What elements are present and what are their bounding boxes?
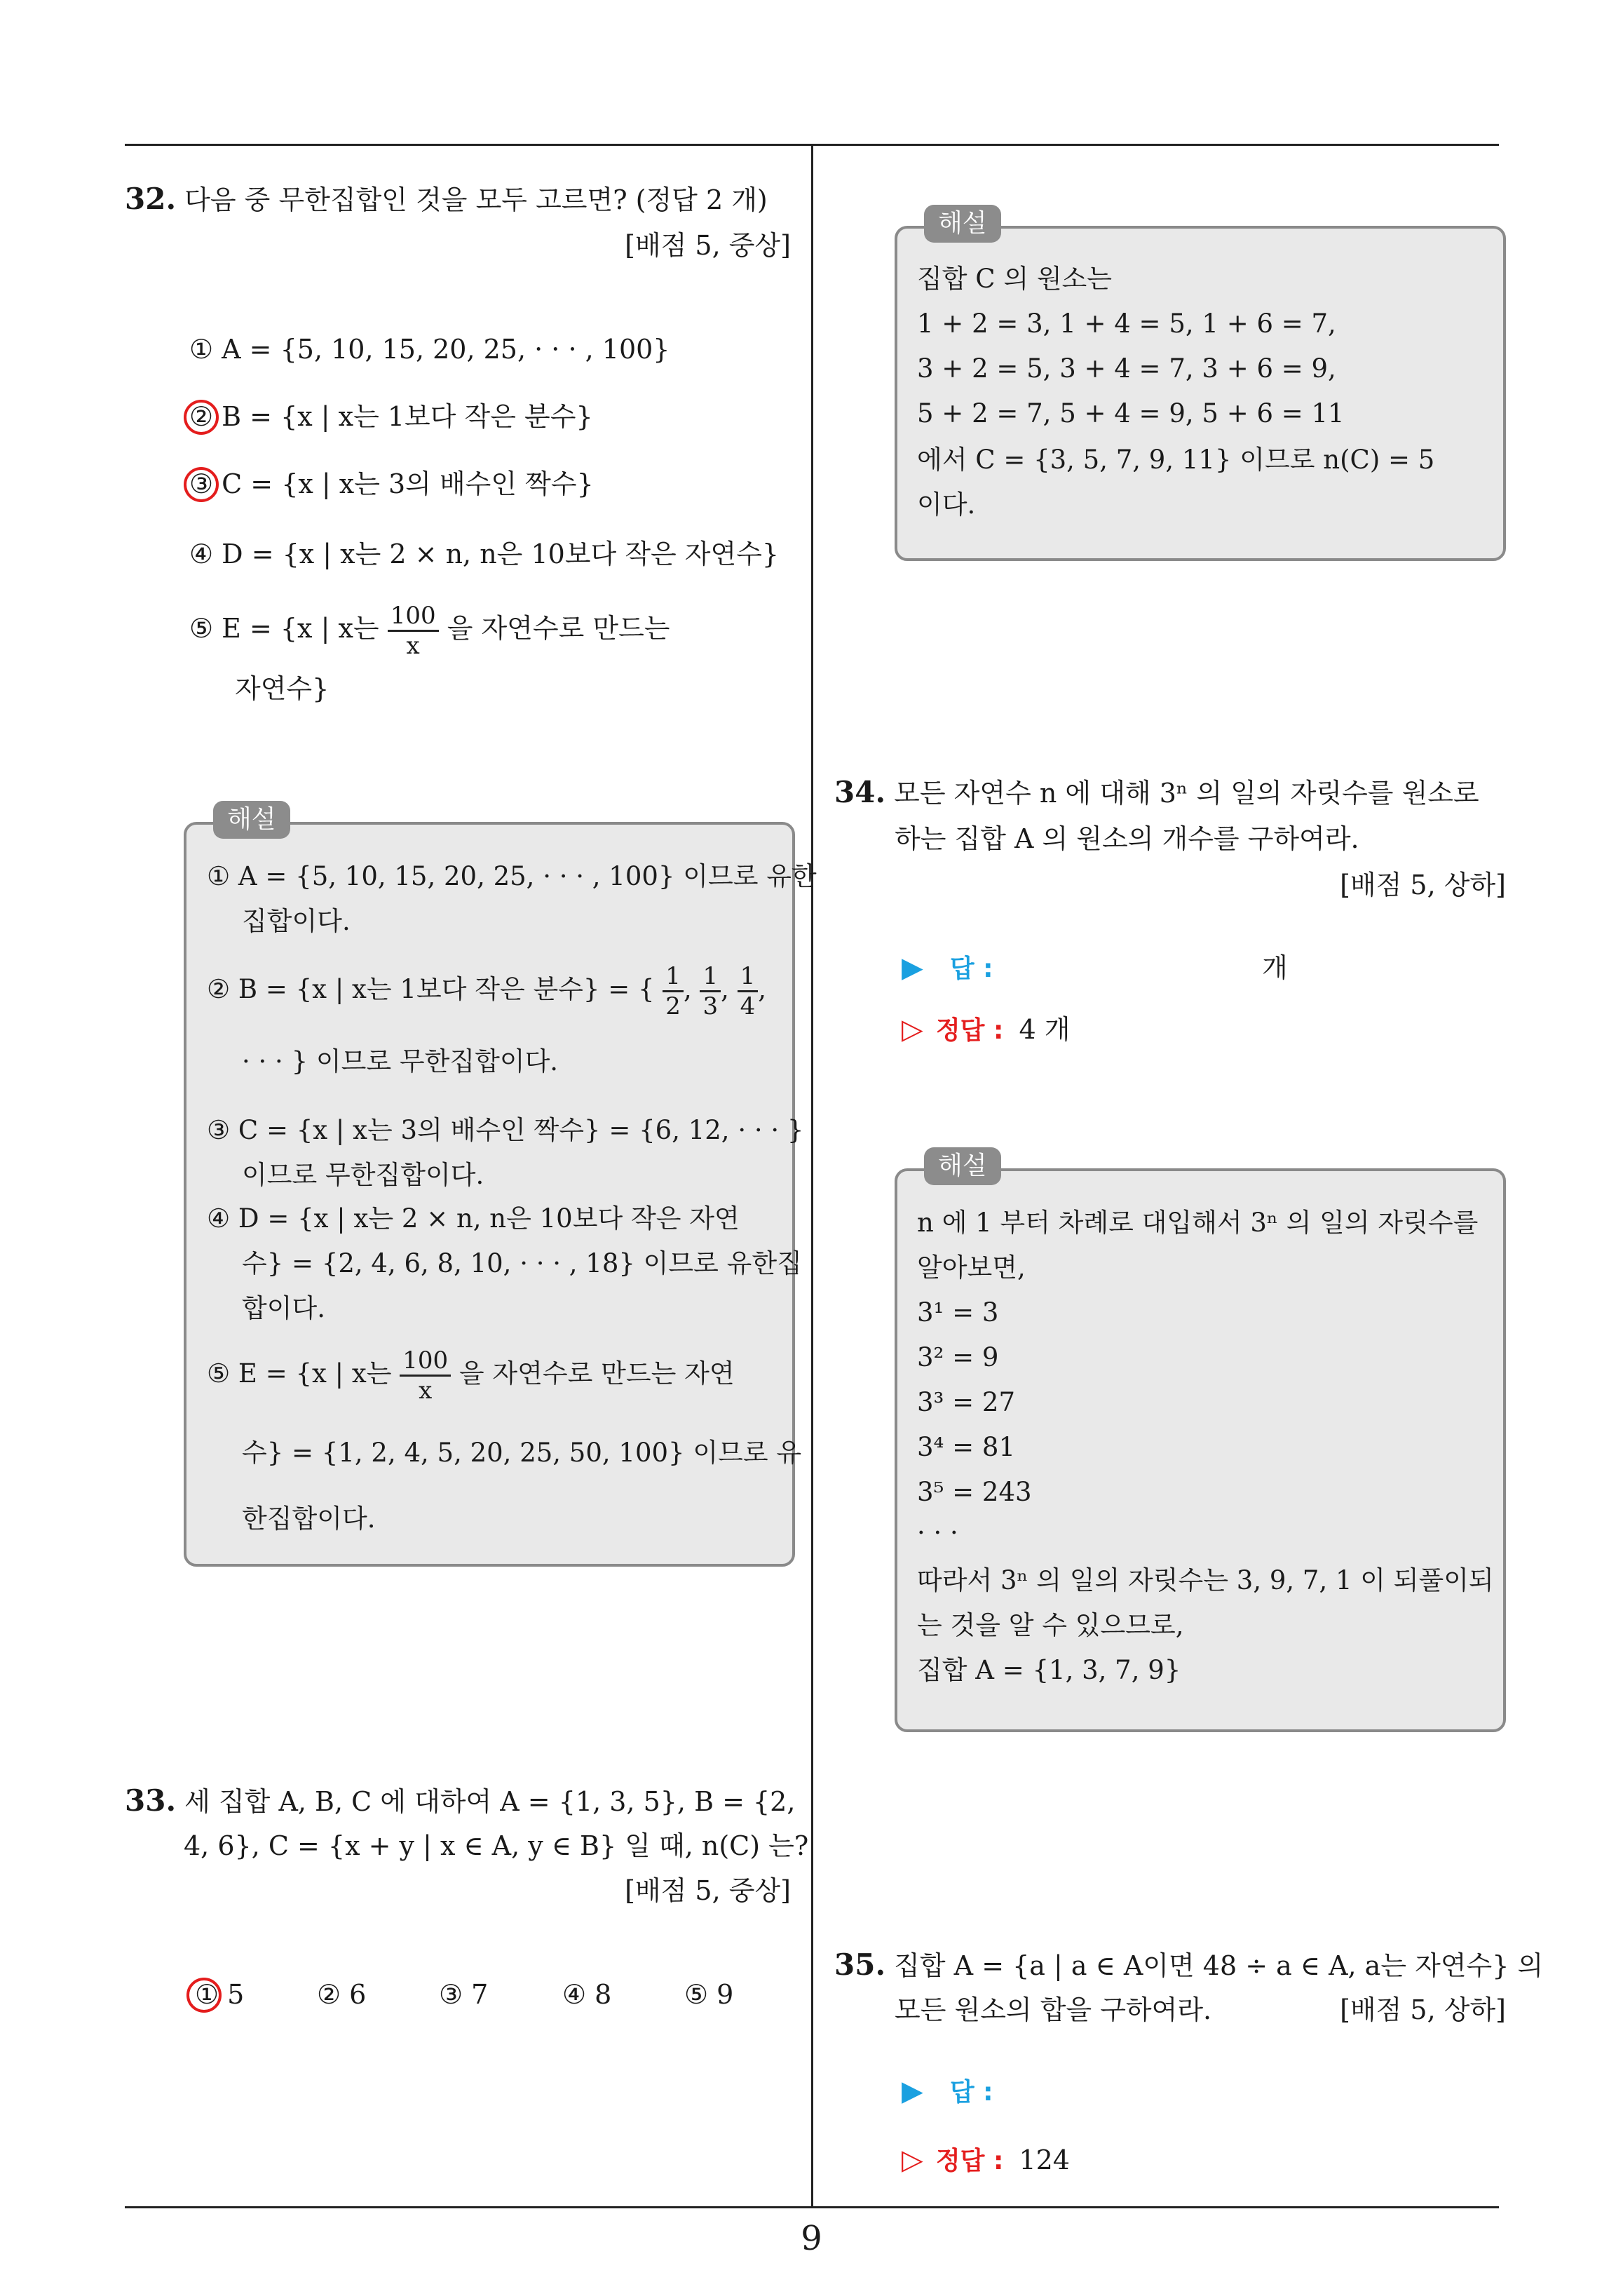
q34-answer-label: 답 : <box>949 954 993 983</box>
q32-header <box>125 177 768 222</box>
q34-answer-row <box>902 945 993 992</box>
fraction-quarter <box>738 962 759 1020</box>
q33-option-4[interactable]: ④ 8 <box>562 1979 612 2010</box>
q35-text-line-2: 모든 원소의 합을 구하여라. <box>895 1994 1212 2025</box>
selected-mark-q33-1 <box>186 1978 222 2013</box>
q34-correct-value: 4 개 <box>1019 1014 1071 1045</box>
q32-sol-line-8: 수} = {2, 4, 6, 8, 10, · · · , 18} 이므로 유한집 <box>242 1248 802 1278</box>
q33-option-5[interactable]: ⑤ 9 <box>684 1979 734 2010</box>
q33-sol-line-3: 3 + 2 = 5, 3 + 4 = 7, 3 + 6 = 9, <box>917 353 1336 384</box>
page-number: 9 <box>801 2219 822 2258</box>
q35-header <box>834 1943 1543 1988</box>
q34-sol-line-10: 는 것을 알 수 있으므로, <box>917 1610 1184 1640</box>
q35-correct-row <box>902 2138 1070 2184</box>
q35-answer-row <box>902 2069 993 2115</box>
q32-option-3[interactable]: ③ C = {x | x는 3의 배수인 짝수} <box>189 468 594 499</box>
q33-text-line-1: 세 집합 A, B, C 에 대하여 A = {1, 3, 5}, B = {2, <box>184 1786 796 1817</box>
q34-sol-line-2: 알아보면, <box>917 1252 1026 1283</box>
q33-header <box>125 1778 795 1824</box>
fraction-denominator: x <box>419 1377 433 1405</box>
play-triangle-icon: ▶ <box>902 952 923 984</box>
q34-correct-row <box>902 1007 1070 1053</box>
fraction-third <box>700 962 721 1020</box>
fraction-100-over-x <box>400 1346 451 1405</box>
q35-correct-value: 124 <box>1019 2145 1070 2175</box>
q33-sol-line-1: 집합 C 의 원소는 <box>917 264 1113 294</box>
q32-sol-line-3: ② B = {x | x는 1보다 작은 분수} = { $\frac{1}{2}$ , $\frac{1}{3}$ , $\frac{1}{4}$ , <box>207 962 767 1020</box>
q32-sol-line-2: 집합이다. <box>242 906 351 936</box>
q34-answer-unit: 개 <box>1262 952 1288 983</box>
q32-sol-line-1: ① A = {5, 10, 15, 20, 25, · · · , 100} 이므로 유한 <box>207 861 817 891</box>
column-divider <box>811 146 813 2208</box>
fraction-numerator: 100 <box>388 602 439 632</box>
q35-correct-label: 정답 : <box>935 2147 1004 2175</box>
fraction-numerator: 1 <box>700 962 721 992</box>
fraction-numerator: 1 <box>663 962 684 992</box>
q35-answer-input[interactable] <box>1024 2069 1304 2114</box>
q32-text: 다음 중 무한집합인 것을 모두 고르면? (정답 2 개) <box>184 184 768 215</box>
fraction-numerator: 1 <box>738 962 759 992</box>
q32-sol-line-7: ④ D = {x | x는 2 × n, n은 10보다 작은 자연 <box>207 1203 740 1234</box>
q35-number: 35. <box>834 1947 886 1982</box>
selected-mark-q32-2 <box>184 400 219 435</box>
q34-solution-tag: 해설 <box>924 1147 1001 1185</box>
play-triangle-icon: ▶ <box>902 2075 923 2107</box>
q33-option-1[interactable]: ① 5 <box>195 1979 245 2010</box>
selected-mark-q32-3 <box>184 467 219 502</box>
q33-score: [배점 5, 중상] <box>625 1875 791 1906</box>
q35-answer-label: 답 : <box>949 2078 993 2107</box>
q32-option-2[interactable]: ② B = {x | x는 1보다 작은 분수} <box>189 401 593 432</box>
q32-sol-line-10-pre: ⑤ E = {x | x는 <box>207 1358 392 1389</box>
fraction-denominator: 4 <box>740 992 756 1020</box>
q34-sol-line-11: 집합 A = {1, 3, 7, 9} <box>917 1655 1181 1685</box>
q34-sol-line-7: 3⁵ = 243 <box>917 1477 1032 1507</box>
fraction-denominator: 2 <box>665 992 681 1020</box>
q32-score: [배점 5, 중상] <box>625 230 791 261</box>
q32-sol-line-11: 수} = {1, 2, 4, 5, 20, 25, 50, 100} 이므로 유 <box>242 1438 802 1468</box>
q34-score: [배점 5, 상하] <box>1340 870 1506 900</box>
q34-answer-input[interactable] <box>1024 945 1255 990</box>
q34-text-line-1: 모든 자연수 n 에 대해 3ⁿ 의 일의 자릿수를 원소로 <box>894 778 1479 809</box>
q33-number: 33. <box>125 1783 177 1818</box>
q32-option-5-pre: ⑤ E = {x | x는 <box>189 613 379 644</box>
q34-sol-line-3: 3¹ = 3 <box>917 1297 999 1328</box>
q33-text-line-2: 4, 6}, C = {x + y | x ∈ A, y ∈ B} 일 때, n(C) 는? <box>184 1830 809 1861</box>
q32-option-5-line2: 자연수} <box>235 673 330 704</box>
q34-sol-line-6: 3⁴ = 81 <box>917 1432 1015 1462</box>
q32-option-5[interactable] <box>189 602 670 660</box>
q34-sol-line-4: 3² = 9 <box>917 1342 999 1372</box>
q32-option-4[interactable]: ④ D = {x | x는 2 × n, n은 10보다 작은 자연수} <box>189 539 780 569</box>
q34-sol-line-8: · · · <box>917 1518 958 1548</box>
q32-number: 32. <box>125 182 177 216</box>
q34-number: 34. <box>834 775 886 809</box>
q35-text-line-1: 집합 A = {a | a ∈ A이면 48 ÷ a ∈ A, a는 자연수} 의 <box>894 1950 1544 1981</box>
q34-text-line-2: 하는 집합 A 의 원소의 개수를 구하여라. <box>895 823 1359 854</box>
q33-option-2[interactable]: ② 6 <box>317 1979 367 2010</box>
outline-triangle-icon: ▷ <box>902 2144 923 2176</box>
q32-sol-line-12: 한집합이다. <box>242 1504 376 1534</box>
q32-sol-line-10 <box>207 1346 735 1405</box>
q33-sol-line-4: 5 + 2 = 7, 5 + 4 = 9, 5 + 6 = 11 <box>917 398 1345 428</box>
q32-option-1[interactable]: ① A = {5, 10, 15, 20, 25, · · · , 100} <box>189 334 670 365</box>
q34-header <box>834 770 1479 816</box>
q32-sol-line-5: ③ C = {x | x는 3의 배수인 짝수} = {6, 12, · · · } <box>207 1115 804 1145</box>
fraction-half <box>663 962 684 1020</box>
q32-sol-line-6: 이므로 무한집합이다. <box>242 1160 484 1190</box>
q33-sol-line-2: 1 + 2 = 3, 1 + 4 = 5, 1 + 6 = 7, <box>917 309 1336 339</box>
q34-correct-label: 정답 : <box>935 1016 1004 1045</box>
q32-sol-line-9: 합이다. <box>242 1293 325 1323</box>
q32-solution-tag: 해설 <box>213 801 290 839</box>
q32-sol-line-10-post: 을 자연수로 만드는 자연 <box>459 1358 735 1389</box>
q33-solution-tag: 해설 <box>924 205 1001 243</box>
q33-sol-line-5: 에서 C = {3, 5, 7, 9, 11} 이므로 n(C) = 5 <box>917 445 1435 475</box>
q32-sol-line-3-pre: ② B = {x | x는 1보다 작은 분수} = { <box>207 974 655 1004</box>
q34-sol-line-1: n 에 1 부터 차례로 대입해서 3ⁿ 의 일의 자릿수를 <box>917 1208 1479 1238</box>
q32-option-5-fraction <box>388 602 439 660</box>
fraction-numerator: 100 <box>400 1346 451 1377</box>
q33-sol-line-6: 이다. <box>917 489 976 520</box>
fraction-denominator: 3 <box>702 992 719 1020</box>
outline-triangle-icon: ▷ <box>902 1013 923 1046</box>
q32-option-5-post: 을 자연수로 만드는 <box>447 613 670 644</box>
q35-score: [배점 5, 상하] <box>1340 1994 1506 2025</box>
fraction-denominator: x <box>406 632 420 660</box>
q34-sol-line-9: 따라서 3ⁿ 의 일의 자릿수는 3, 9, 7, 1 이 되풀이되 <box>917 1565 1494 1595</box>
q32-sol-line-4: · · · } 이므로 무한집합이다. <box>242 1046 559 1076</box>
q34-sol-line-5: 3³ = 27 <box>917 1387 1015 1417</box>
q33-option-3[interactable]: ③ 7 <box>439 1979 489 2010</box>
